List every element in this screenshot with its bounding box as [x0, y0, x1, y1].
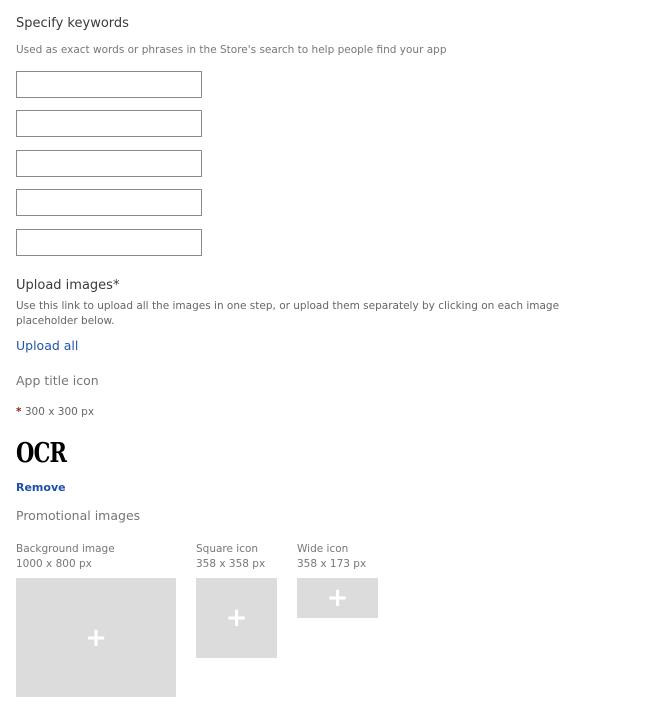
- wide-icon-label: [297, 542, 366, 572]
- upload-all-link[interactable]: Upload all: [16, 338, 79, 353]
- remove-icon-button[interactable]: Remove: [16, 481, 66, 494]
- square-icon-label: [196, 542, 265, 572]
- keywords-title: Specify keywords: [16, 16, 129, 31]
- required-marker: *: [16, 406, 22, 418]
- keyword-input-2[interactable]: [16, 110, 202, 137]
- app-title-icon-size-text: 300 x 300 px: [24, 406, 95, 418]
- background-image-label: [16, 542, 115, 572]
- upload-images-title: Upload images*: [16, 278, 120, 293]
- square-icon-size: 358 x 358 px: [196, 558, 266, 570]
- wide-icon-size: 358 x 173 px: [297, 558, 367, 570]
- wide-icon-placeholder[interactable]: [297, 578, 378, 618]
- keyword-input-1[interactable]: [16, 71, 202, 98]
- keyword-input-3[interactable]: [16, 150, 202, 177]
- keyword-input-5[interactable]: [16, 229, 202, 256]
- upload-images-description: Use this link to upload all the images in one step, or upload them separately by clicking on each image placeholder below.: [16, 300, 560, 327]
- app-title-icon-heading: App title icon: [16, 373, 99, 388]
- keyword-input-4[interactable]: [16, 189, 202, 216]
- background-image-title: Background image: [16, 543, 115, 555]
- background-image-size: 1000 x 800 px: [16, 558, 92, 570]
- keywords-description: Used as exact words or phrases in the Store's search to help people find your app: [16, 44, 447, 56]
- square-icon-title: Square icon: [196, 543, 259, 555]
- promotional-images-heading: Promotional images: [16, 508, 141, 523]
- plus-icon: +: [225, 603, 248, 633]
- plus-icon: +: [85, 622, 107, 653]
- square-icon-placeholder[interactable]: [196, 578, 277, 658]
- wide-icon-title: Wide icon: [297, 543, 349, 555]
- app-title-icon-preview: OCR: [16, 438, 67, 469]
- app-title-icon-size: [16, 406, 94, 418]
- plus-icon: +: [326, 583, 349, 613]
- background-image-placeholder[interactable]: [16, 578, 176, 697]
